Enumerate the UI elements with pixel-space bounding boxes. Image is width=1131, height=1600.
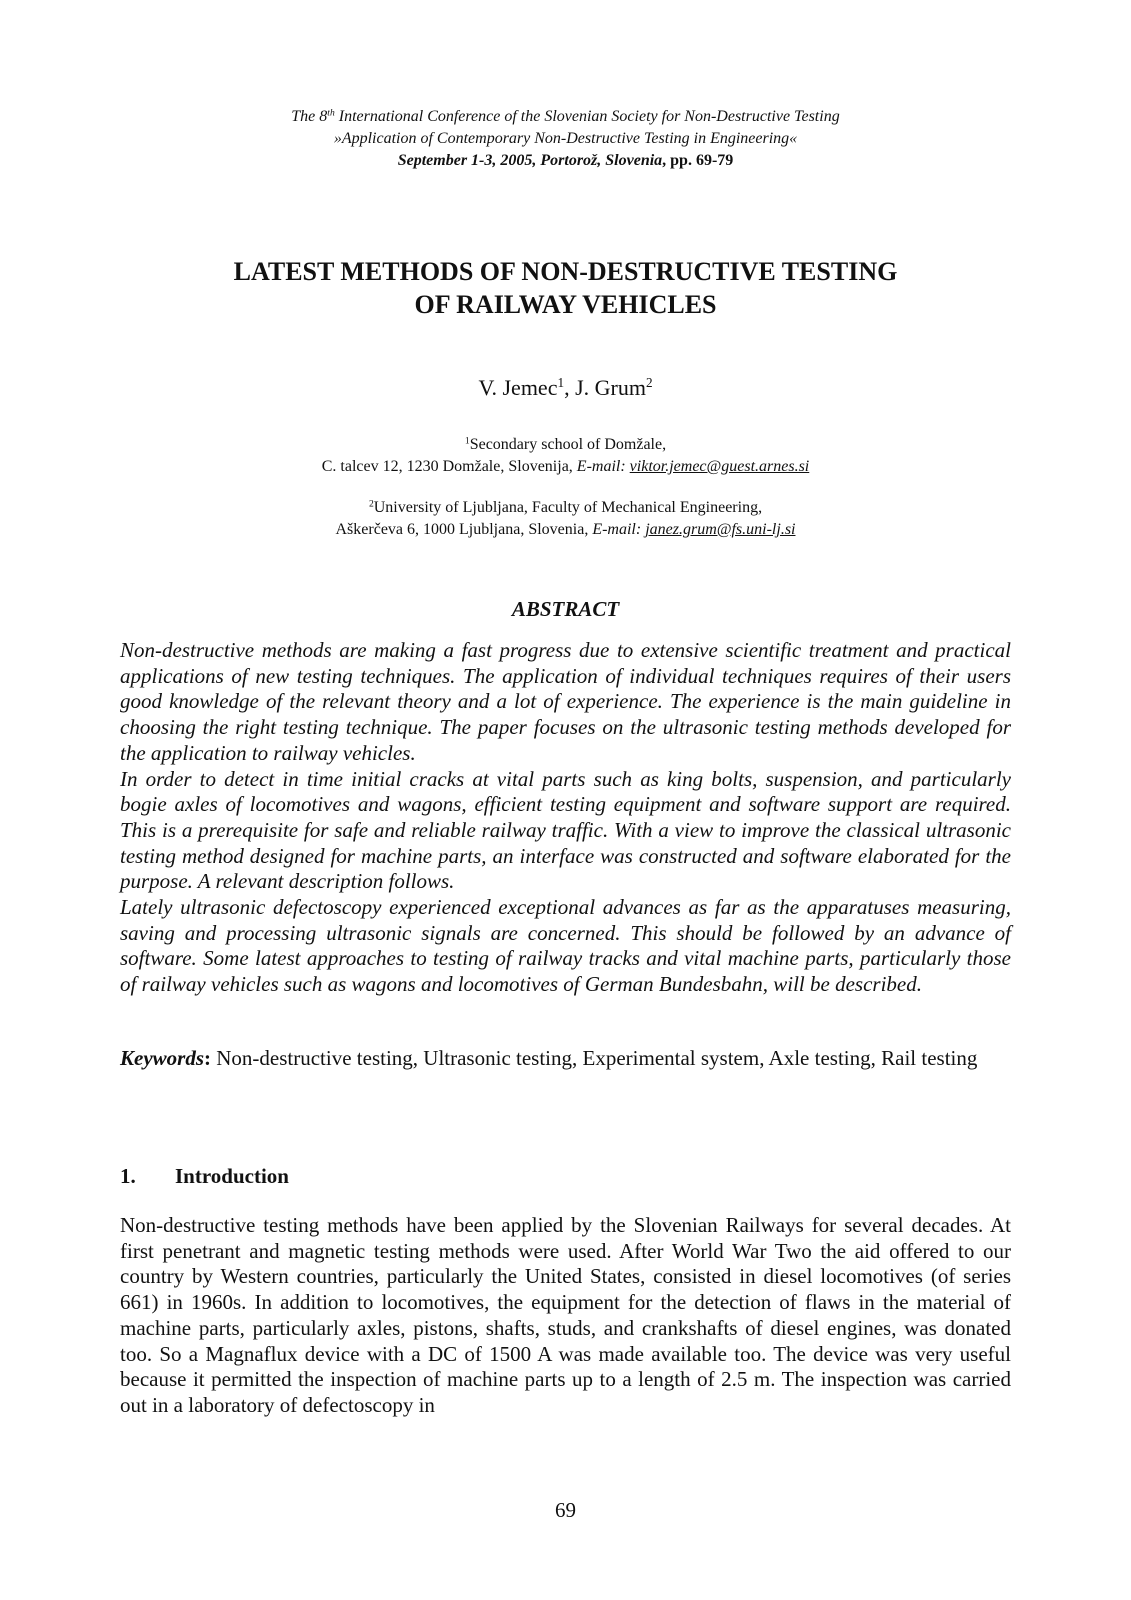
email-link-1[interactable]: viktor.jemec@guest.arnes.si <box>629 458 810 475</box>
paper-title-line1: LATEST METHODS OF NON-DESTRUCTIVE TESTING <box>233 257 898 286</box>
authors: V. Jemec$^1$, J. Grum$^2$ <box>478 375 653 400</box>
abstract-paragraph-2: In order to detect in time initial cracks at vital parts such as king bolts, suspension, and particularly bogie axles of locomotives and wagons, efficient testing equipment and software support are required. This is a prerequisite for safe and reliable railway traffic. With a view to improve the classical ultrasonic testing method designed for machine parts, an interface was constructed and software elaborated for the purpose. A relevant description follows. <box>120 766 1011 894</box>
keywords: Keywords: Non-destructive testing, Ultrasonic testing, Experimental system, Axle testing, Rail testing <box>120 1046 978 1070</box>
conference-header-line2: »Application of Contemporary Non-Destructive Testing in Engineering« <box>333 130 798 147</box>
section-heading-introduction: 1. Introduction <box>120 1164 289 1188</box>
email-link-2[interactable]: janez.grum@fs.uni-lj.si <box>645 521 796 538</box>
affiliation-1-line2: C. talcev 12, 1230 Domžale, Slovenija, E-mail: viktor.jemec@guest.arnes.si <box>321 458 810 475</box>
paper-title-line2: OF RAILWAY VEHICLES <box>414 290 717 319</box>
conference-header-line3: September 1-3, 2005, Portorož, Slovenia, pp. 69-79 <box>397 152 734 169</box>
affiliation-2-line1: $^2$University of Ljubljana, Faculty of Mechanical Engineering, <box>368 498 763 516</box>
affiliation-1-line1: $^1$Secondary school of Domžale, <box>464 435 667 453</box>
conference-header-line1: The 8th International Conference of the Slovenian Society for Non-Destructive Testing <box>291 107 840 125</box>
affiliation-2-line2: Aškerčeva 6, 1000 Ljubljana, Slovenia, E-mail: janez.grum@fs.uni-lj.si <box>335 521 796 538</box>
abstract-paragraph-3: Lately ultrasonic defectoscopy experienced exceptional advances as far as the apparatuses measuring, saving and processing ultrasonic signals are concerned. This should be followed by an advance of software. Some latest approaches to testing of railway tracks and vital machine parts, particularly those of railway vehicles such as wagons and locomotives of German Bundesbahn, will be described. <box>120 895 1011 997</box>
introduction-paragraph: Non-destructive testing methods have been applied by the Slovenian Railways for several decades. At first penetrant and magnetic testing methods were used. After World War Two the aid offered to our country by Western countries, particularly the United States, consisted in diesel locomotives (of series 661) in 1960s. In addition to locomotives, the equipment for the detection of flaws in the material of machine parts, particularly axles, pistons, shafts, studs, and crankshafts of diesel engines, was donated too. So a Magnaflux device with a DC of 1500 A was made available too. The device was very useful because it permitted the inspection of machine parts up to a length of 2.5 m. The inspection was carried out in a laboratory of defectoscopy in <box>120 1213 1011 1417</box>
page-number: 69 <box>555 1498 576 1522</box>
abstract-body <box>120 638 1011 998</box>
abstract-paragraph-1: Non-destructive methods are making a fast progress due to extensive scientific treatment and practical applications of new testing techniques. The application of individual techniques requires of their users good knowledge of the relevant theory and a lot of experience. The experience is the main guideline in choosing the right testing technique. The paper focuses on the ultrasonic testing methods developed for the application to railway vehicles. <box>120 638 1011 765</box>
abstract-heading: ABSTRACT <box>511 597 620 621</box>
